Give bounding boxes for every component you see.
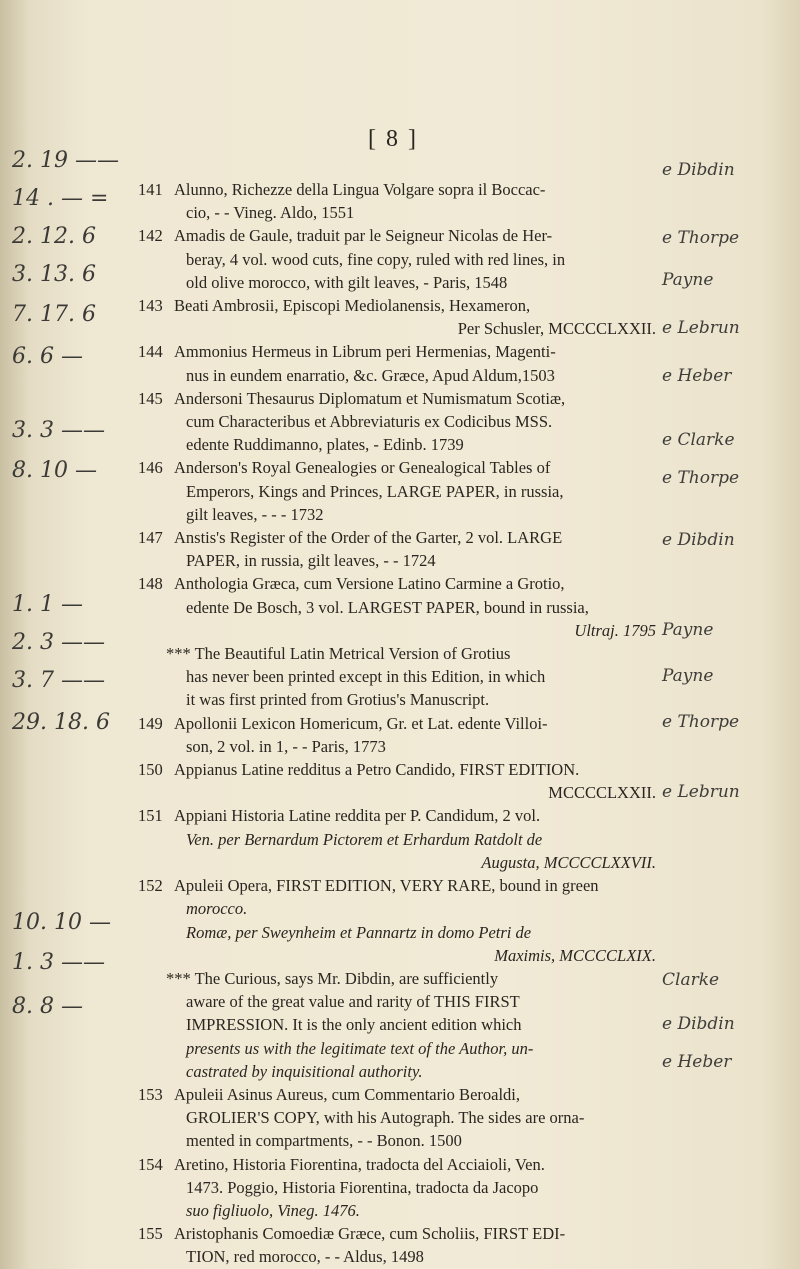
entry-line: Apuleii Asinus Aureus, cum Commentario Beroaldi, — [174, 1084, 521, 1104]
entry-line: GROLIER'S COPY, with his Autograph. The sides are orna- — [186, 1108, 585, 1128]
margin-price-note: 2. 12. 6 — [12, 224, 96, 249]
entry-number: 144 — [138, 342, 163, 362]
catalogue-note — [138, 642, 658, 712]
entry-line: Ven. per Bernardum Pictorem et Erhardum Ratdolt de — [186, 829, 543, 849]
entry-line: Alunno, Richezze della Lingua Volgare sopra il Boccac- — [174, 180, 546, 199]
catalogue-entry — [138, 1222, 658, 1268]
catalogue-entry — [138, 526, 658, 572]
note-line: *** The Beautiful Latin Metrical Version of Grotius — [166, 644, 511, 664]
entry-number: 141 — [138, 180, 163, 199]
entry-line: Amadis de Gaule, traduit par le Seigneur Nicolas de Her- — [174, 226, 553, 246]
entry-line: Per Schusler, MCCCCLXXII. — [457, 319, 656, 339]
catalogue-entry — [138, 387, 658, 457]
note-line: aware of the great value and rarity of THIS FIRST — [186, 992, 520, 1012]
buyer-note: Payne — [662, 270, 714, 290]
entry-line: morocco. — [186, 899, 248, 919]
buyer-note: e Clarke — [662, 430, 735, 450]
note-line: castrated by inquisitional authority. — [186, 1061, 423, 1081]
entry-line: Apollonii Lexicon Homericum, Gr. et Lat. edente Villoi- — [174, 713, 548, 733]
buyer-note: e Dibdin — [662, 1014, 735, 1034]
catalogue-entry — [138, 874, 658, 967]
entry-line: son, 2 vol. in 1, - - Paris, 1773 — [186, 736, 386, 756]
entry-line: Anderson's Royal Genealogies or Genealogical Tables of — [174, 458, 551, 478]
entry-line: cio, - - Vineg. Aldo, 1551 — [186, 203, 355, 223]
entry-line: Apuleii Opera, FIRST EDITION, VERY RARE, bound in green — [174, 876, 599, 896]
entry-line: Andersoni Thesaurus Diplomatum et Numismatum Scotiæ, — [174, 388, 566, 408]
entry-line: old olive morocco, with gilt leaves, - Paris, 1548 — [186, 272, 508, 292]
margin-price-note: 7. 17. 6 — [12, 302, 96, 327]
margin-price-note: 29. 18. 6 — [12, 710, 110, 735]
entry-line: MCCCCLXXII. — [548, 783, 656, 803]
buyer-note: e Lebrun — [662, 782, 740, 802]
buyer-note: e Heber — [662, 366, 732, 386]
entry-line: Emperors, Kings and Princes, LARGE PAPER, in russia, — [186, 481, 564, 501]
buyer-note: e Lebrun — [662, 318, 740, 338]
entry-number: 151 — [138, 806, 163, 826]
catalogue-entry — [138, 1083, 658, 1153]
entry-number: 143 — [138, 296, 163, 316]
margin-price-note: 8. 10 — — [12, 458, 97, 483]
entry-number: 148 — [138, 574, 163, 594]
margin-price-note: 1. 1 — — [12, 592, 83, 617]
entry-line: TION, red morocco, - - Aldus, 1498 — [186, 1247, 424, 1267]
entry-number: 153 — [138, 1084, 163, 1104]
entry-line: gilt leaves, - - - 1732 — [186, 504, 324, 524]
margin-price-note: 3. 7 —— — [12, 668, 105, 693]
entry-line: cum Characteribus et Abbreviaturis ex Codicibus MSS. — [186, 412, 553, 432]
catalogue-entry — [138, 178, 658, 224]
catalogue-entry — [138, 224, 658, 294]
left-margin-notes — [0, 0, 130, 1269]
entry-line: Ammonius Hermeus in Librum peri Hermenias, Magenti- — [174, 342, 556, 362]
entry-number: 145 — [138, 388, 163, 408]
buyer-note: e Dibdin — [662, 160, 735, 180]
entry-line: Maximis, MCCCCLXIX. — [494, 945, 656, 965]
buyer-note: Clarke — [662, 970, 720, 990]
catalogue-entry — [138, 340, 658, 386]
entry-line: suo figliuolo, Vineg. 1476. — [186, 1200, 360, 1220]
entry-line: nus in eundem enarratio, &c. Græce, Apud Aldum,1503 — [186, 365, 555, 385]
margin-price-note: 1. 3 —— — [12, 950, 105, 975]
entry-number: 155 — [138, 1224, 163, 1244]
buyer-note: e Thorpe — [662, 712, 740, 732]
catalogue-entry — [138, 804, 658, 874]
entry-line: Anthologia Græca, cum Versione Latino Carmine a Grotio, — [174, 574, 565, 594]
entry-line: Aretino, Historia Fiorentina, tradocta del Acciaioli, Ven. — [174, 1154, 545, 1174]
entry-line: beray, 4 vol. wood cuts, fine copy, ruled with red lines, in — [186, 249, 566, 269]
entry-line: Aristophanis Comoediæ Græce, cum Scholiis, FIRST EDI- — [174, 1224, 566, 1244]
catalogue-entry — [138, 712, 658, 758]
entry-line: Appianus Latine redditus a Petro Candido, FIRST EDITION. — [174, 760, 580, 780]
entry-line: edente De Bosch, 3 vol. LARGEST PAPER, bound in russia, — [186, 597, 589, 617]
margin-price-note: 3. 13. 6 — [12, 262, 96, 287]
catalogue-entry — [138, 1153, 658, 1223]
catalogue-entry — [138, 572, 658, 642]
entry-number: 146 — [138, 458, 163, 478]
entry-line: Ultraj. 1795 — [574, 620, 656, 640]
buyer-note: e Thorpe — [662, 468, 740, 488]
entry-line: edente Ruddimanno, plates, - Edinb. 1739 — [186, 435, 464, 455]
margin-price-note: 2. 19 —— — [12, 148, 119, 173]
margin-price-note: 2. 3 —— — [12, 630, 105, 655]
buyer-note: Payne — [662, 666, 714, 686]
entry-line: Augusta, MCCCCLXXVII. — [481, 852, 656, 872]
entry-number: 147 — [138, 528, 163, 548]
catalogue-entries — [138, 178, 658, 1269]
margin-price-note: 14 . — = — [12, 186, 109, 211]
buyer-note: e Thorpe — [662, 228, 740, 248]
catalogue-note — [138, 967, 658, 1083]
margin-price-note: 10. 10 — — [12, 910, 111, 935]
note-line: it was first printed from Grotius's Manuscript. — [186, 690, 490, 710]
entry-number: 152 — [138, 876, 163, 896]
margin-price-note: 8. 8 — — [12, 994, 83, 1019]
entry-line: 1473. Poggio, Historia Fiorentina, tradocta da Jacopo — [186, 1177, 539, 1197]
note-line: presents us with the legitimate text of the Author, un- — [186, 1038, 534, 1058]
catalogue-entry — [138, 456, 658, 526]
entry-line: PAPER, in russia, gilt leaves, - - 1724 — [186, 551, 436, 571]
buyer-note: e Heber — [662, 1052, 732, 1072]
buyer-note: e Dibdin — [662, 530, 735, 550]
note-line: IMPRESSION. It is the only ancient edition which — [186, 1015, 522, 1035]
entry-line: Anstis's Register of the Order of the Garter, 2 vol. LARGE — [174, 528, 563, 548]
entry-line: Beati Ambrosii, Episcopi Mediolanensis, Hexameron, — [174, 296, 531, 316]
catalogue-entry — [138, 758, 658, 804]
entry-number: 154 — [138, 1154, 163, 1174]
entry-number: 142 — [138, 226, 163, 246]
entry-number: 149 — [138, 713, 163, 733]
note-line: has never been printed except in this Edition, in which — [186, 667, 546, 687]
margin-price-note: 3. 3 —— — [12, 418, 105, 443]
right-margin-notes — [660, 0, 800, 1269]
note-line: *** The Curious, says Mr. Dibdin, are sufficiently — [166, 968, 499, 988]
entry-line: Romæ, per Sweynheim et Pannartz in domo Petri de — [186, 922, 532, 942]
entry-line: mented in compartments, - - Bonon. 1500 — [186, 1131, 462, 1151]
page-number: [ 8 ] — [368, 126, 418, 152]
catalogue-entry — [138, 294, 658, 340]
entry-line: Appiani Historia Latine reddita per P. Candidum, 2 vol. — [174, 806, 541, 826]
entry-number: 150 — [138, 760, 163, 780]
margin-price-note: 6. 6 — — [12, 344, 83, 369]
buyer-note: Payne — [662, 620, 714, 640]
